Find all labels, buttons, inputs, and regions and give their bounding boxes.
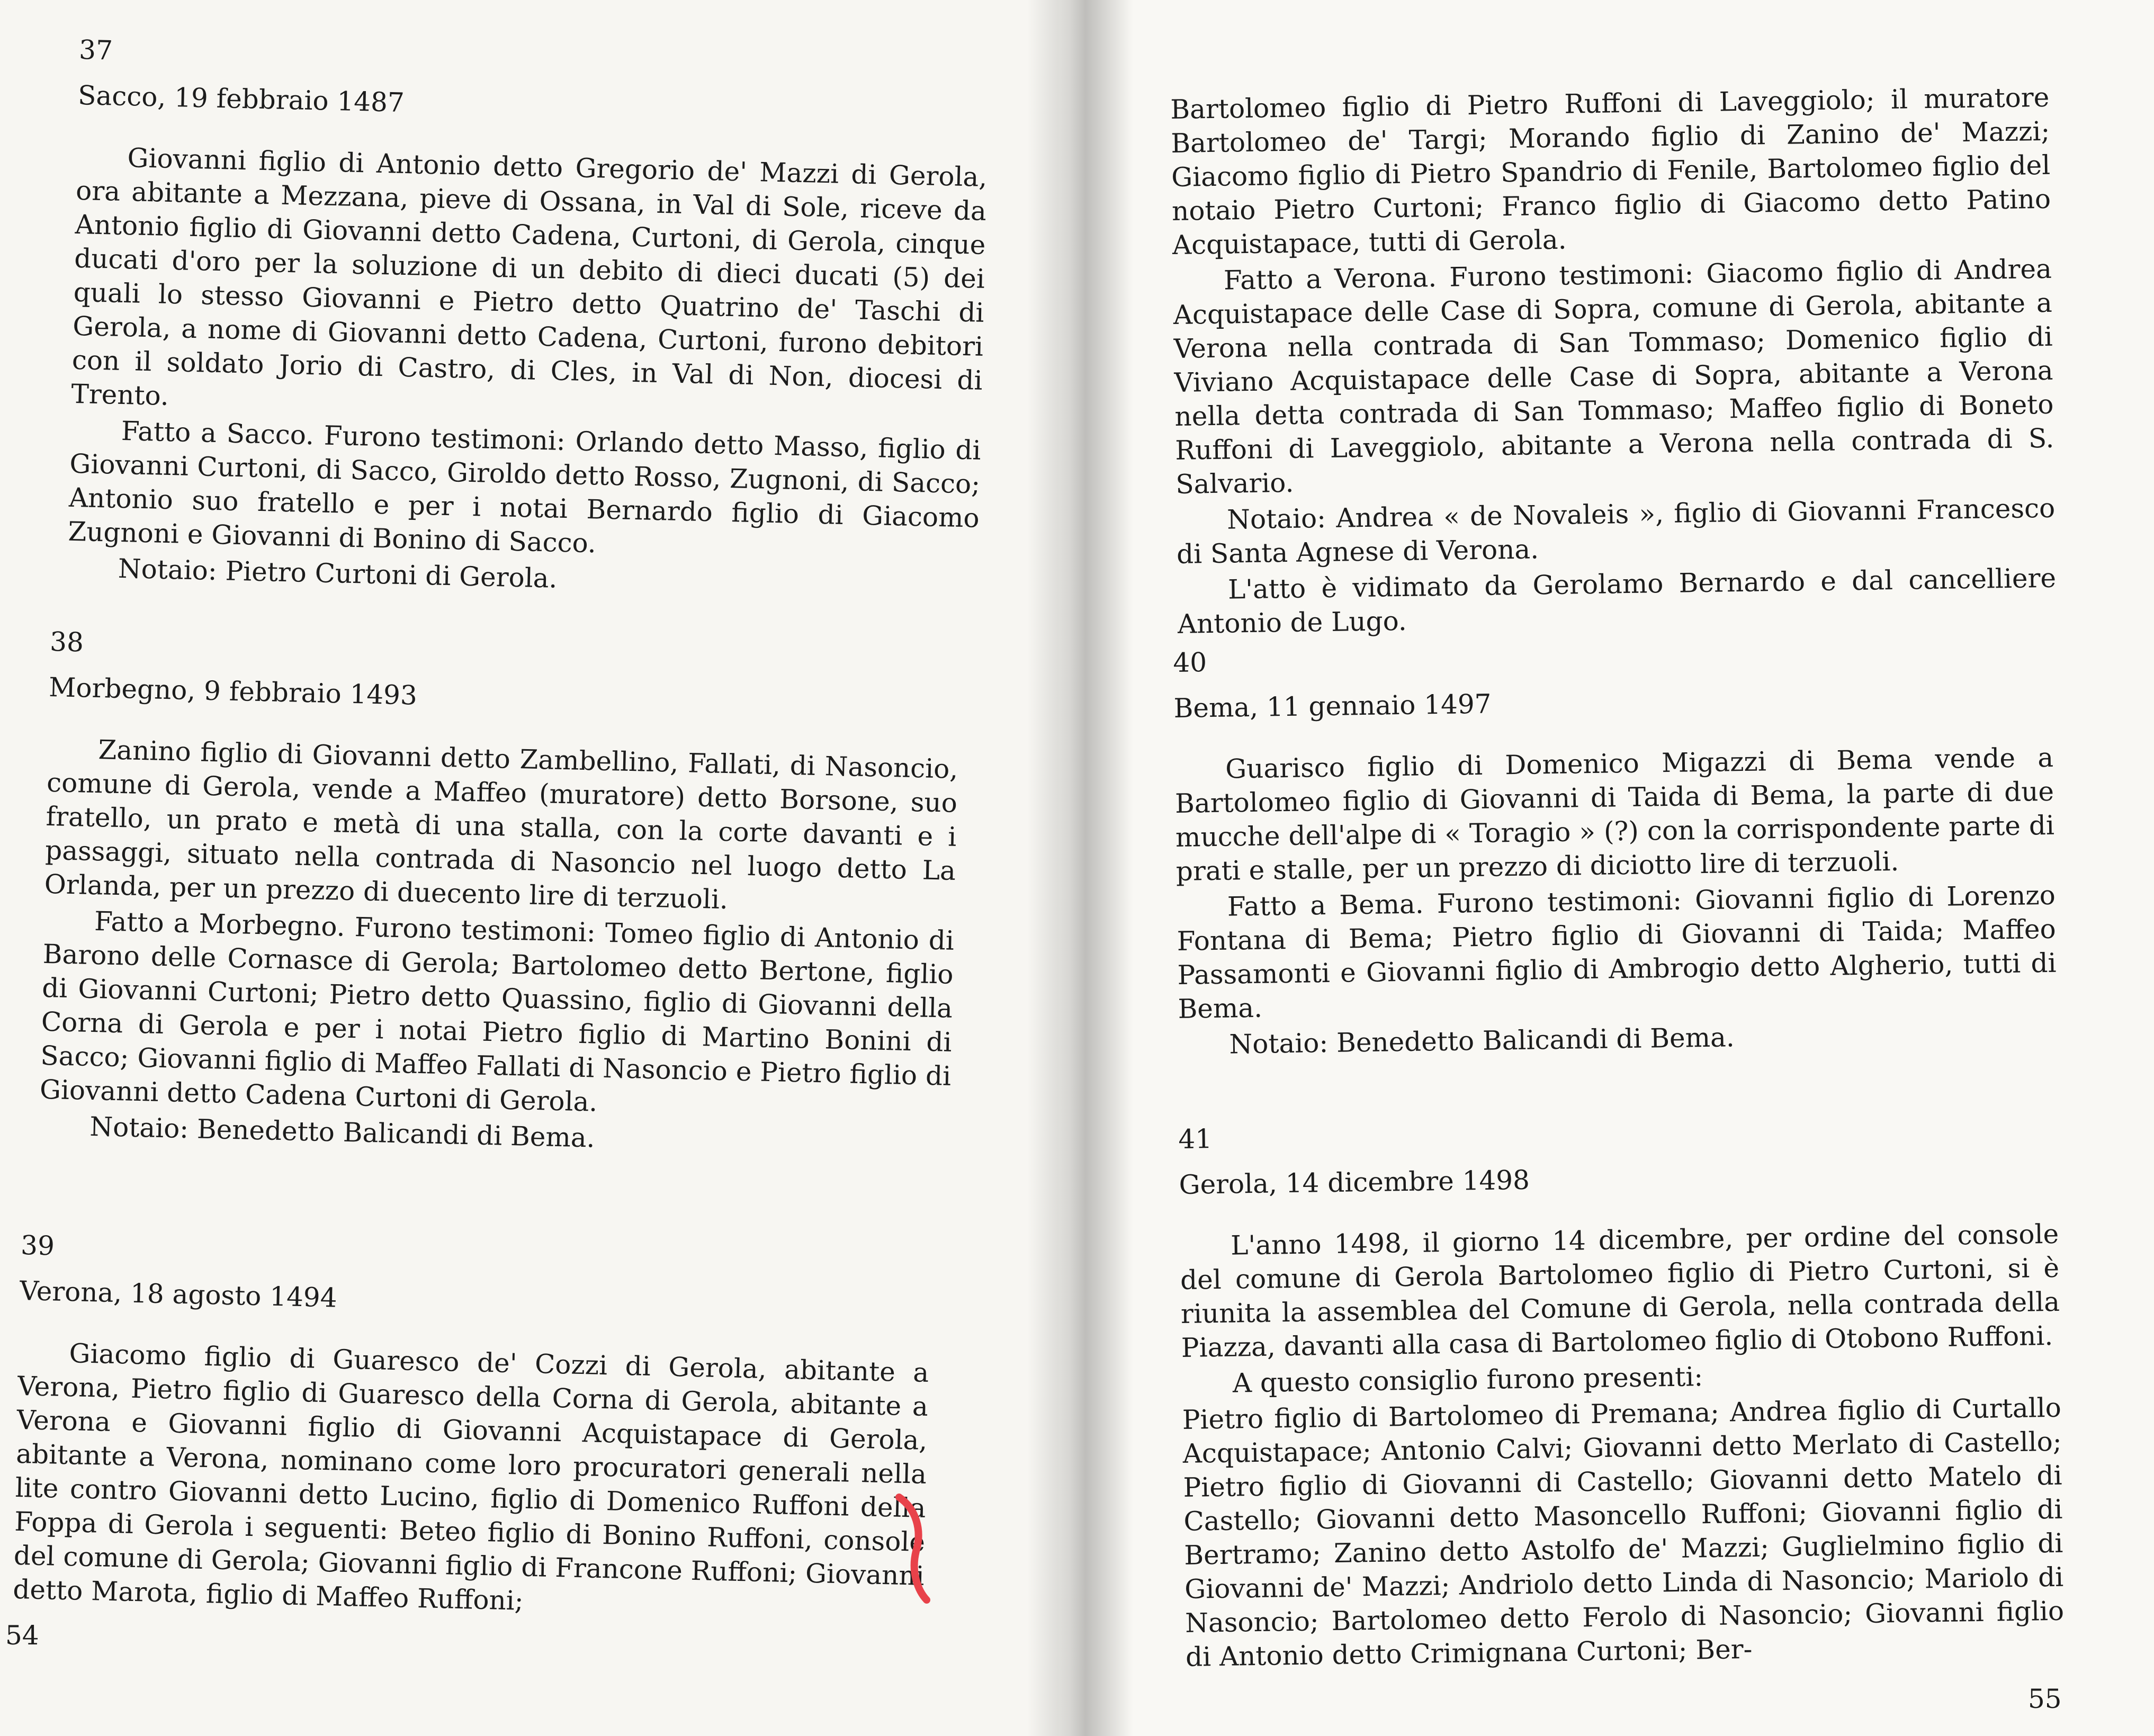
entry-paragraph: A questo consiglio furono presenti: xyxy=(1232,1361,1703,1399)
entry-paragraph: Pietro figlio di Bartolomeo di Premana; Andrea figlio di Curtallo Acquistapace; Antonio Calvi; Giovanni detto Merlato di Castello; Pietro figlio di Giovanni di Castello; Giovanni detto Matelo di Castello; Giovanni detto Masoncello Ruffoni; Giovanni figlio di Bertramo; Zanino detto Astolfo de' Mazzi; Guglielmino figlio di Giovanni de' Mazzi; Andriolo detto Linda di Nasoncio; Mariolo di Nasoncio; Bartolomeo detto Ferolo di Nasoncio; Giovanni figlio di Antonio detto Crimignana Curtoni; Ber- xyxy=(1182,1392,2065,1672)
entry-paragraph: Fatto a Morbegno. Furono testimoni: Tomeo figlio di Antonio di Barono delle Cornasce di Gerola; Bartolomeo detto Bertone, figlio di Giovanni Curtoni; Pietro detto Quassino, figlio di Giovanni della Corna di Gerola e per i notai Pietro figlio di Martino Bonini di Sacco; Giovanni figlio di Maffeo Fallati di Nasoncio e Pietro figlio di Giovanni detto Cadena Curtoni di Gerola. xyxy=(39,906,955,1118)
notary-line: Notaio: Pietro Curtoni di Gerola. xyxy=(118,553,558,594)
entry-number: 40 xyxy=(1173,647,1207,678)
document-entry-41 xyxy=(1178,1110,2065,1676)
entry-heading: Sacco, 19 febbraio 1487 xyxy=(77,79,405,118)
page-number: 55 xyxy=(2028,1684,2062,1714)
entry-paragraph: Giacomo figlio di Guaresco de' Cozzi di Gerola, abitante a Verona, Pietro figlio di Guaresco della Corna di Gerola, abitante a Verona e Giovanni figlio di Giovanni Acquistapace di Gerola, abitante a Verona, nominano come loro procuratori generali nella lite contro Giovanni detto Lucino, figlio di Domenico Ruffoni della Foppa di Gerola i seguenti: Beteo figlio di Bonino Ruffoni, console del comune di Gerola; Giovanni figlio di Francone Ruffoni; Giovanni detto Marota, figlio di Maffeo Ruffoni; xyxy=(12,1338,929,1616)
entry-paragraph: Fatto a Sacco. Furono testimoni: Orlando detto Masso, figlio di Giovanni Curtoni, di Sacco, Giroldo detto Rosso, Zugnoni, di Sacco; Antonio suo fratello e per i notai Bernardo figlio di Giacomo Zugnoni e Giovanni di Bonino di Sacco. xyxy=(67,415,982,559)
notary-line: Notaio: Benedetto Balicandi di Bema. xyxy=(89,1111,596,1154)
page-number: 54 xyxy=(5,1620,39,1651)
entry-paragraph: L'anno 1498, il giorno 14 dicembre, per ordine del console del comune di Gerola Bartolomeo figlio di Pietro Curtoni, si è riunita la assemblea del Comune di Gerola, nella contrada della Piazza, davanti alla casa di Bartolomeo figlio di Otobono Ruffoni. xyxy=(1180,1218,2060,1363)
document-entry-39 xyxy=(13,1228,932,1629)
entry-paragraph: Bartolomeo figlio di Pietro Ruffoni di Laveggiolo; il muratore Bartolomeo de' Targi; Morando figlio di Zanino de' Mazzi; Giacomo figlio di Pietro Spandrio di Fenile, Bartolomeo figlio del notaio Pietro Curtoni; Franco figlio di Giacomo detto Patino Acquistapace, tutti di Gerola. xyxy=(1170,82,2051,260)
entry-number: 37 xyxy=(78,34,113,66)
entry-number: 38 xyxy=(49,626,84,658)
red-bracket-mark xyxy=(895,1493,932,1604)
document-entry-40 xyxy=(1173,634,2058,1064)
entry-paragraph: Fatto a Verona. Furono testimoni: Giacomo figlio di Andrea Acquistapace delle Case di Sopra, comune di Gerola, abitante a Verona nella contrada di San Tommaso; Domenico figlio di Viviano Acquistapace delle Case di Sopra, abitante a Verona nella detta contrada di San Tommaso; Maffeo figlio di Boneto Ruffoni di Laveggiolo, abitante a Verona nella contrada di S. Salvario. xyxy=(1173,253,2054,500)
entry-paragraph: Giovanni figlio di Antonio detto Gregorio de' Mazzi di Gerola, ora abitante a Mezzana, pieve di Ossana, in Val di Sole, riceve da Antonio figlio di Giovanni detto Cadena, Curtoni, di Gerola, cinque ducati d'oro per la soluzione di un debito di dieci ducati (5) dei quali lo stesso Giovanni e Pietro detto Quatrino de' Taschi di Gerola, a nome di Giovanni detto Cadena, Curtoni, furono debitori con il soldato Jorio di Castro, di Cles, in Val di Non, diocesi di Trento. xyxy=(70,142,988,411)
entry-paragraph: Zanino figlio di Giovanni detto Zambellino, Fallati, di Nasoncio, comune di Gerola, vende a Maffeo (muratore) detto Borsone, suo fratello, un prato e metà di una stalla, con la corte davanti e i passaggi, situato nella contrada di Nasoncio nel luogo detto La Orlanda, per un prezzo di duecento lire di terzuoli. xyxy=(44,734,958,915)
notary-line: Notaio: Benedetto Balicandi di Bema. xyxy=(1229,1022,1735,1060)
entry-heading: Bema, 11 gennaio 1497 xyxy=(1173,688,1492,724)
entry-heading: Verona, 18 agosto 1494 xyxy=(19,1275,338,1314)
entry-paragraph: L'atto è vidimato da Gerolamo Bernardo e dal cancelliere Antonio de Lugo. xyxy=(1177,562,2057,640)
entry-number: 39 xyxy=(20,1229,55,1262)
entry-heading: Gerola, 14 dicembre 1498 xyxy=(1179,1164,1530,1200)
book-gutter-shadow xyxy=(1027,0,1133,1736)
entry-39-continuation xyxy=(1170,80,2057,643)
right-page xyxy=(1059,0,2154,1736)
entry-paragraph: Guarisco figlio di Domenico Migazzi di Bema vende a Bartolomeo figlio di Giovanni di Taida di Bema, la parte di due mucche dell'alpe di « Toragio » (?) con la corrispondente parte di prati e stalle, per un prezzo di diciotto lire di terzuoli. xyxy=(1174,742,2055,887)
entry-heading: Morbegno, 9 febbraio 1493 xyxy=(48,671,418,711)
document-entry-38 xyxy=(39,625,961,1165)
entry-number: 41 xyxy=(1178,1123,1213,1155)
left-page xyxy=(0,0,1059,1736)
entry-paragraph: Fatto a Bema. Furono testimoni: Giovanni figlio di Lorenzo Fontana di Bema; Pietro figlio di Giovanni di Taida; Maffeo Passamonti e Giovanni figlio di Ambrogio detto Algherio, tutti di Bema. xyxy=(1177,879,2057,1024)
notary-line: Notaio: Andrea « de Novaleis », figlio di Giovanni Francesco di Santa Agnese di Verona. xyxy=(1176,492,2056,570)
document-entry-37 xyxy=(67,33,990,607)
